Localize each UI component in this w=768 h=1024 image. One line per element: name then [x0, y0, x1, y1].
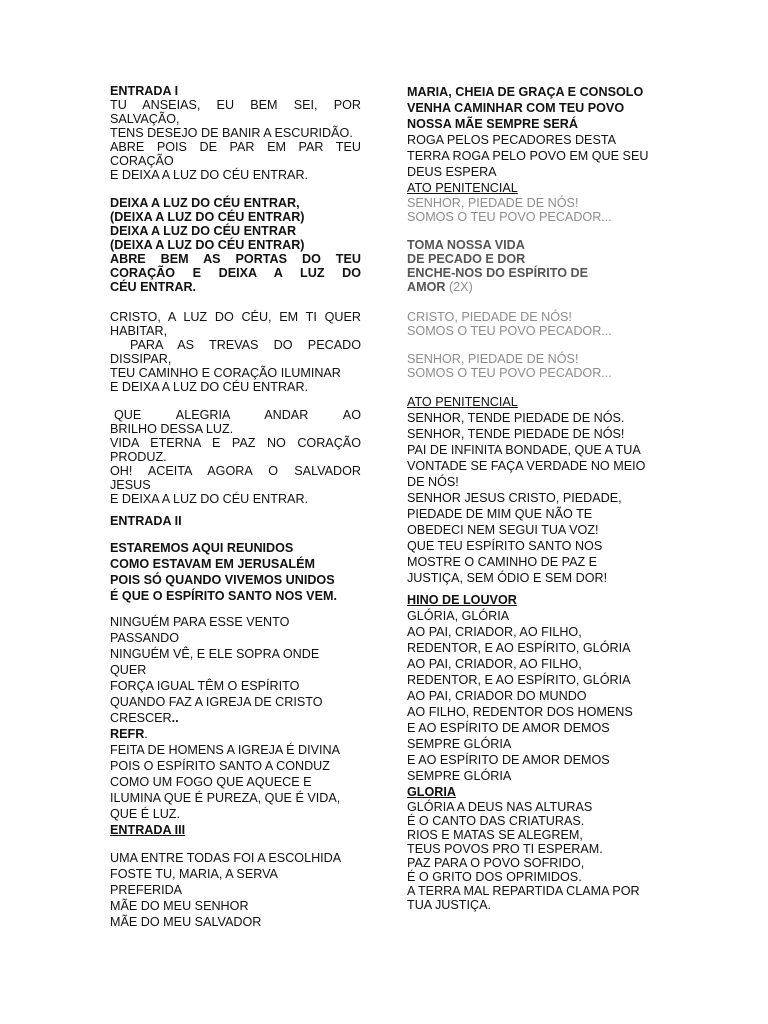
lyric-line: OBEDECI NEM SEGUI TUA VOZ!: [407, 523, 599, 537]
lyric-line: MOSTRE O CAMINHO DE PAZ E: [407, 555, 598, 569]
lyric-line: QUE ALEGRIA ANDAR AO: [114, 408, 361, 422]
lyric-line: GLÓRIA A DEUS NAS ALTURAS: [407, 800, 593, 814]
lyric-line: POIS O ESPÍRITO SANTO A CONDUZ: [110, 759, 330, 773]
hino-de-louvor-title: HINO DE LOUVOR: [407, 593, 517, 607]
ato-penitencial-2-title: ATO PENITENCIAL: [407, 395, 518, 409]
lyric-line: E DEIXA A LUZ DO CÉU ENTRAR.: [110, 168, 309, 182]
lyric-line: AO FILHO, REDENTOR DOS HOMENS: [407, 705, 633, 719]
lyric-line: PASSANDO: [110, 631, 180, 645]
lyric-line: REDENTOR, E AO ESPÍRITO, GLÓRIA: [407, 641, 631, 655]
response-line: SENHOR, PIEDADE DE NÓS!: [407, 352, 579, 366]
lyric-line: TU ANSEIAS, EU BEM SEI, POR: [110, 98, 361, 112]
lyric-line: PARA AS TREVAS DO PECADO: [130, 338, 361, 352]
lyric-line: AO PAI, CRIADOR DO MUNDO: [407, 689, 587, 703]
lyric-line: DE NÓS!: [407, 475, 459, 489]
lyric-line: TEU CAMINHO E CORAÇÃO ILUMINAR: [110, 366, 341, 380]
lyric-line: NINGUÉM PARA ESSE VENTO: [110, 615, 290, 629]
lyric-line: PAI DE INFINITA BONDADE, QUE A TUA: [407, 443, 641, 457]
lyric-line: COMO UM FOGO QUE AQUECE E: [110, 775, 312, 789]
chorus-line: DEIXA A LUZ DO CÉU ENTRAR: [110, 224, 297, 238]
lyric-line: E AO ESPÍRITO DE AMOR DEMOS: [407, 721, 610, 735]
lyric-line: VONTADE SE FAÇA VERDADE NO MEIO: [407, 459, 646, 473]
intro-line: COMO ESTAVAM EM JERUSALÉM: [110, 557, 316, 571]
chorus-line: (DEIXA A LUZ DO CÉU ENTRAR): [110, 210, 305, 224]
chorus-line: (DEIXA A LUZ DO CÉU ENTRAR): [110, 238, 305, 252]
lyric-line: UMA ENTRE TODAS FOI A ESCOLHIDA: [110, 851, 342, 865]
refrain-marker: REFR: [110, 727, 145, 741]
lyric-line: DISSIPAR,: [110, 352, 172, 366]
chorus-line: DEIXA A LUZ DO CÉU ENTRAR,: [110, 196, 300, 210]
lyric-line: PREFERIDA: [110, 883, 183, 897]
lyric-line: TUA JUSTIÇA.: [407, 898, 491, 912]
repeat-marker: (2X): [445, 280, 473, 294]
lyric-line: FORÇA IGUAL TÊM O ESPÍRITO: [110, 679, 300, 693]
lyric-line: RIOS E MATAS SE ALEGREM,: [407, 828, 583, 842]
lyric-line: HABITAR,: [110, 324, 168, 338]
lyric-line: MÃE DO MEU SENHOR: [110, 899, 249, 913]
entrada-3-title: ENTRADA III: [110, 823, 186, 837]
intro-line: POIS SÓ QUANDO VIVEMOS UNIDOS: [110, 573, 335, 587]
chorus-line: CÉU ENTRAR.: [110, 280, 197, 294]
chorus-line: CORAÇÃO E DEIXA A LUZ DO: [110, 266, 361, 280]
lyric-line: GLÓRIA, GLÓRIA: [407, 609, 510, 623]
lyric-line: ROGA PELOS PECADORES DESTA: [407, 133, 617, 147]
right-column: [407, 84, 654, 912]
left-column: [110, 84, 361, 930]
lyric-line: CRISTO, A LUZ DO CÉU, EM TI QUER: [110, 310, 361, 324]
lyric-line: QUER: [110, 663, 147, 677]
toma-line: AMOR: [407, 280, 446, 294]
lyric-line: E DEIXA A LUZ DO CÉU ENTRAR.: [110, 380, 309, 394]
lyric-line: AO PAI, CRIADOR, AO FILHO,: [407, 625, 582, 639]
lyric-line: NINGUÉM VÊ, E ELE SOPRA ONDE: [110, 647, 320, 661]
lyric-line: JUSTIÇA, SEM ÓDIO E SEM DOR!: [407, 571, 608, 585]
lyric-line: MÃE DO MEU SALVADOR: [110, 915, 262, 929]
chorus-line: ABRE BEM AS PORTAS DO TEU: [110, 252, 361, 266]
toma-line: ENCHE-NOS DO ESPÍRITO DE: [407, 266, 589, 280]
lyric-line: ABRE POIS DE PAR EM PAR TEU: [110, 140, 361, 154]
lyric-line: FEITA DE HOMENS A IGREJA É DIVINA: [110, 743, 341, 757]
lyric-line: PRODUZ.: [110, 450, 167, 464]
lyric-line: SENHOR JESUS CRISTO, PIEDADE,: [407, 491, 622, 505]
lyric-line: VIDA ETERNA E PAZ NO CORAÇÃO: [110, 436, 361, 450]
lyric-line: REDENTOR, E AO ESPÍRITO, GLÓRIA: [407, 673, 631, 687]
maria-line: MARIA, CHEIA DE GRAÇA E CONSOLO: [407, 85, 644, 99]
toma-line: TOMA NOSSA VIDA: [407, 238, 525, 252]
maria-line: VENHA CAMINHAR COM TEU POVO: [407, 101, 625, 115]
lyric-line: QUANDO FAZ A IGREJA DE CRISTO: [110, 695, 323, 709]
lyric-line: TEUS POVOS PRO TI ESPERAM.: [407, 842, 603, 856]
intro-line: ESTAREMOS AQUI REUNIDOS: [110, 541, 294, 555]
response-line: SENHOR, PIEDADE DE NÓS!: [407, 196, 579, 210]
response-line: SOMOS O TEU POVO PECADOR...: [407, 210, 612, 224]
response-line: SOMOS O TEU POVO PECADOR...: [407, 366, 612, 380]
lyric-line: ILUMINA QUE É PUREZA, QUE É VIDA,: [110, 791, 341, 805]
entrada-1-title: ENTRADA I: [110, 84, 179, 98]
lyric-line: TERRA ROGA PELO POVO EM QUE SEU: [407, 149, 649, 163]
lyric-line: É O CANTO DAS CRIATURAS.: [407, 814, 585, 828]
lyric-line: OH! ACEITA AGORA O SALVADOR: [110, 464, 361, 478]
response-line: CRISTO, PIEDADE DE NÓS!: [407, 310, 572, 324]
lyric-line: DEUS ESPERA: [407, 165, 497, 179]
lyric-line: PIEDADE DE MIM QUE NÃO TE: [407, 507, 593, 521]
lyric-line: SEMPRE GLÓRIA: [407, 769, 512, 783]
lyric-line: QUE TEU ESPÍRITO SANTO NOS: [407, 539, 603, 553]
lyric-line: CRESCER: [110, 711, 172, 725]
lyric-line: JESUS: [110, 478, 151, 492]
refrain-dot: .: [144, 727, 148, 741]
lyric-line-end: ..: [171, 711, 179, 725]
lyric-line: SALVAÇÃO,: [110, 112, 180, 126]
lyric-line: QUE É LUZ.: [110, 807, 180, 821]
lyric-line: A TERRA MAL REPARTIDA CLAMA POR: [407, 884, 640, 898]
lyric-line: SENHOR, TENDE PIEDADE DE NÓS.: [407, 411, 625, 425]
intro-line: É QUE O ESPÍRITO SANTO NOS VEM.: [110, 589, 337, 603]
gloria-title: GLORIA: [407, 785, 456, 799]
lyric-line: PAZ PARA O POVO SOFRIDO,: [407, 856, 585, 870]
response-line: SOMOS O TEU POVO PECADOR...: [407, 324, 612, 338]
lyric-line: E DEIXA A LUZ DO CÉU ENTRAR.: [110, 492, 309, 506]
maria-line: NOSSA MÃE SEMPRE SERÁ: [407, 117, 578, 131]
entrada-2-title: ENTRADA II: [110, 514, 182, 528]
ato-penitencial-1-title: ATO PENITENCIAL: [407, 181, 518, 195]
lyric-line: CORAÇÃO: [110, 154, 174, 168]
lyric-line: SEMPRE GLÓRIA: [407, 737, 512, 751]
lyric-line: É O GRITO DOS OPRIMIDOS.: [407, 870, 582, 884]
toma-line: DE PECADO E DOR: [407, 252, 526, 266]
lyric-line: E AO ESPÍRITO DE AMOR DEMOS: [407, 753, 610, 767]
lyric-line: BRILHO DESSA LUZ.: [110, 422, 234, 436]
lyric-line: SENHOR, TENDE PIEDADE DE NÓS!: [407, 427, 625, 441]
lyric-line: AO PAI, CRIADOR, AO FILHO,: [407, 657, 582, 671]
lyric-line: FOSTE TU, MARIA, A SERVA: [110, 867, 278, 881]
lyric-line: TENS DESEJO DE BANIR A ESCURIDÃO.: [110, 126, 353, 140]
